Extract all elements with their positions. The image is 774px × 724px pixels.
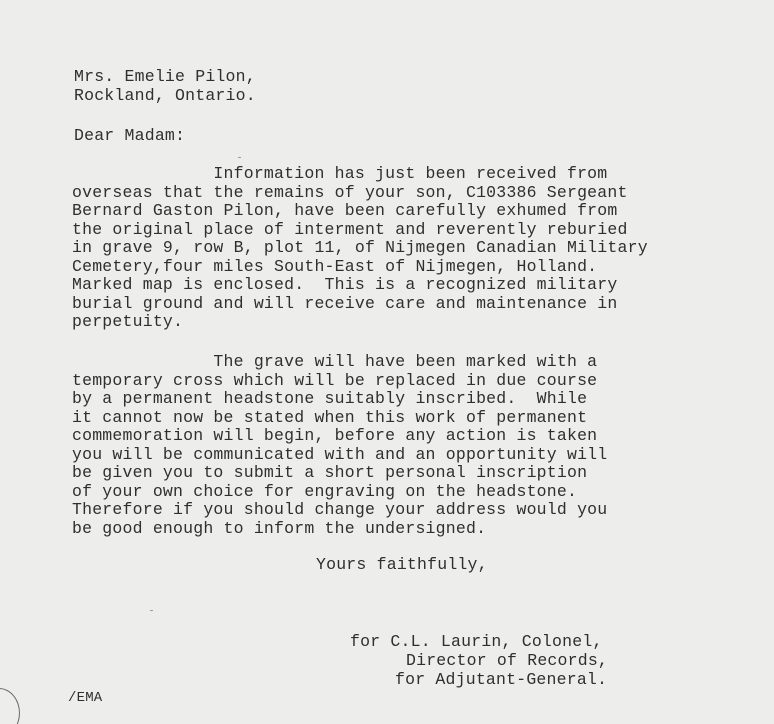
paragraph-2-line: The grave will have been marked with a (72, 352, 598, 371)
paragraph-2-line: of your own choice for engraving on the headstone. (72, 481, 578, 501)
punch-hole (0, 688, 20, 724)
paragraph-1-line: perpetuity. (72, 312, 184, 331)
paragraph-2-line: commemoration will begin, before any action is taken (72, 426, 598, 445)
paragraph-1-line: Marked map is enclosed. This is a recognized military (72, 275, 618, 294)
paragraph-2-line: Therefore if you should change your address would you (72, 500, 608, 519)
paragraph-2-line: be given you to submit a short personal inscription (72, 463, 588, 482)
paragraph-2-line: be good enough to inform the undersigned. (72, 518, 487, 538)
paragraph-1-line: Bernard Gaston Pilon, have been carefully exhumed from (72, 201, 618, 220)
paragraph-2-line: temporary cross which will be replaced in due course (72, 370, 598, 390)
paragraph-1-line: overseas that the remains of your son, C103386 Sergeant (72, 182, 628, 202)
reference-initials: /EMA (68, 690, 103, 706)
paper-speck (150, 610, 153, 611)
paragraph-1-line: Information has just been received from (72, 164, 608, 183)
closing: Yours faithfully, (316, 555, 488, 574)
recipient-name: Mrs. Emelie Pilon, (74, 67, 256, 86)
paper-speck (238, 157, 241, 158)
paragraph-1-line: Cemetery,four miles South-East of Nijmegen, Holland. (72, 256, 598, 276)
signature-line-1: for C.L. Laurin, Colonel, (350, 632, 603, 651)
paragraph-2-line: it cannot now be stated when this work of permanent (72, 407, 588, 427)
paragraph-2-line: you will be communicated with and an opportunity will (72, 444, 608, 464)
signature-line-3: for Adjutant-General. (395, 670, 608, 689)
paragraph-2 (72, 353, 607, 538)
signature-line-2: Director of Records, (406, 651, 609, 670)
salutation: Dear Madam: (74, 126, 186, 145)
paragraph-2-line: by a permanent headstone suitably inscribed. While (72, 389, 588, 408)
recipient-city: Rockland, Ontario. (74, 86, 256, 105)
paragraph-1-line: in grave 9, row B, plot 11, of Nijmegen Canadian Military (72, 238, 648, 257)
paragraph-1-line: the original place of interment and reverently reburied (72, 219, 628, 239)
paragraph-1-line: burial ground and will receive care and maintenance in (72, 293, 618, 313)
paragraph-1 (72, 165, 648, 332)
